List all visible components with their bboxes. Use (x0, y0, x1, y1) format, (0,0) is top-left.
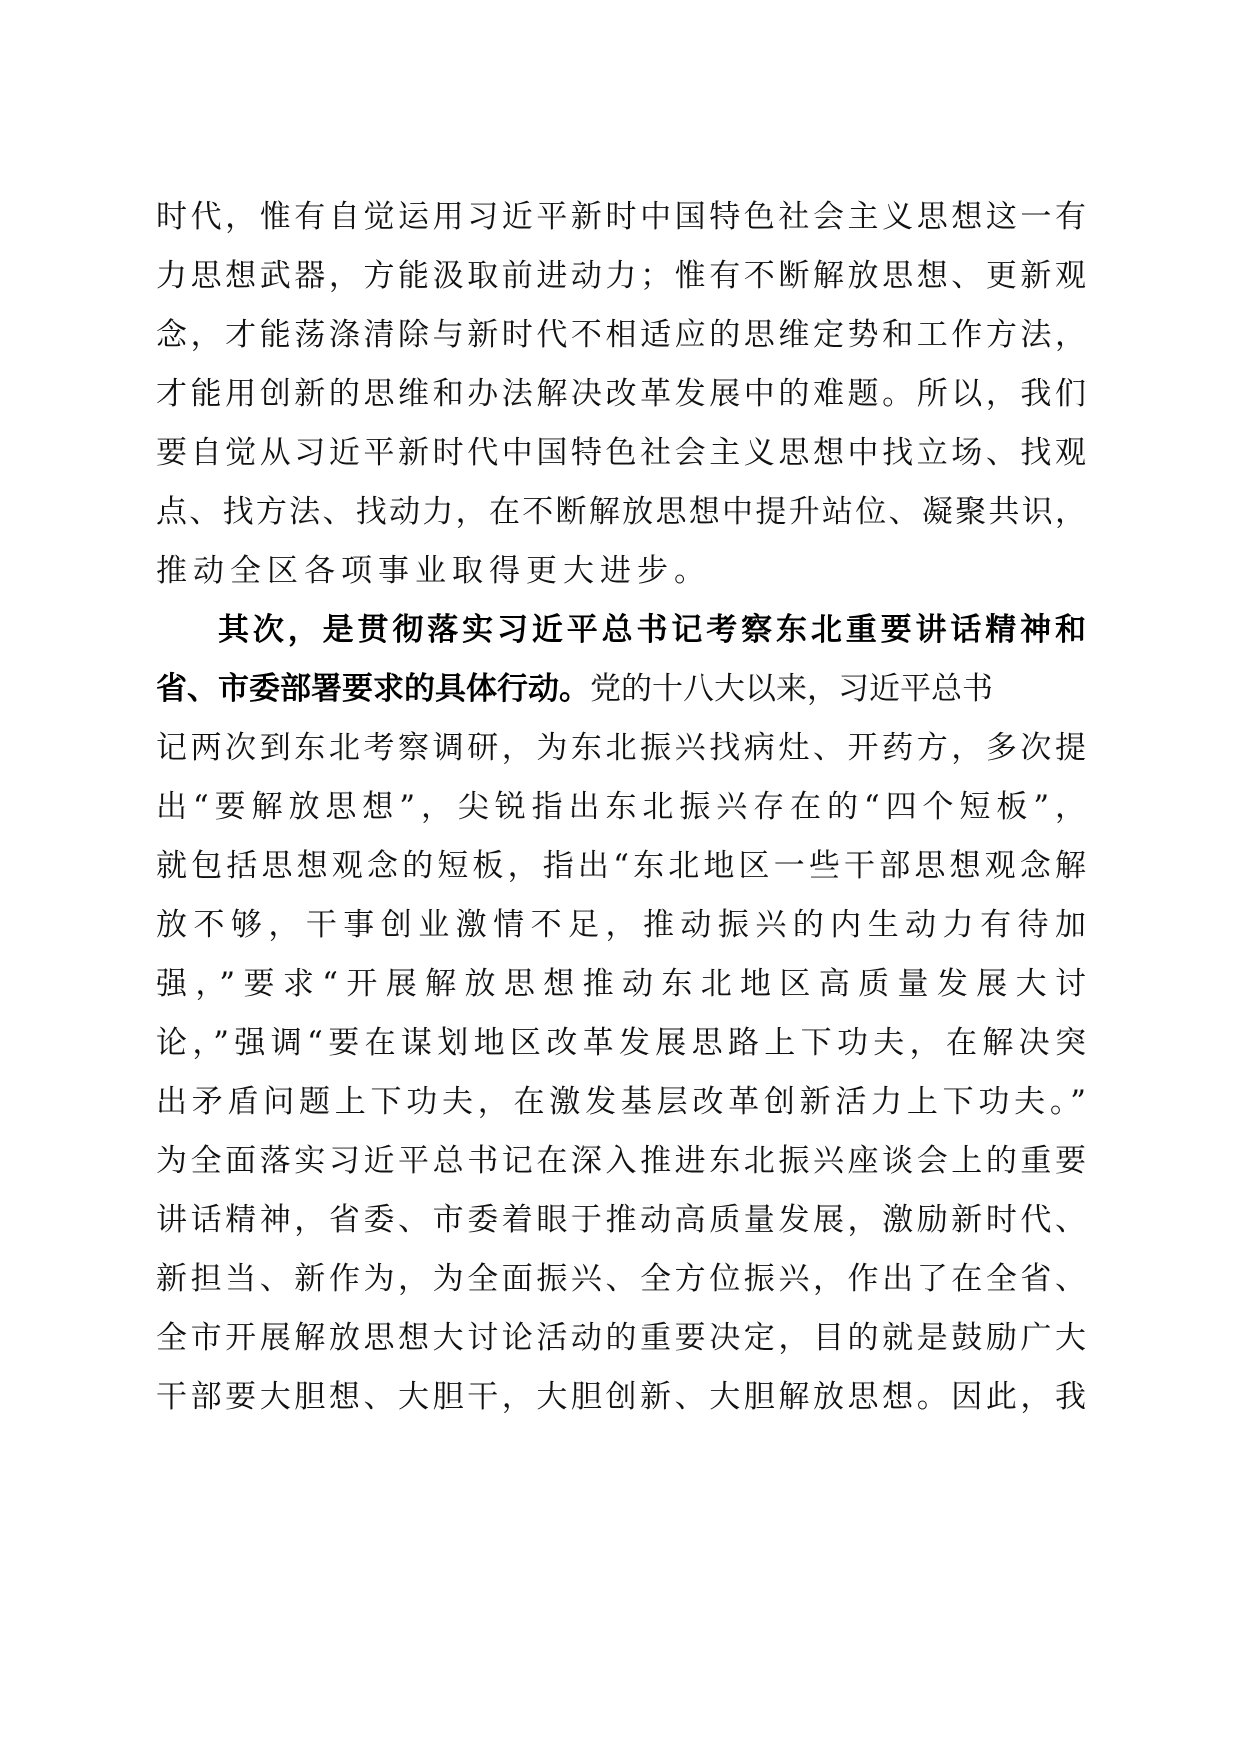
text-line: 为全面落实习近平总书记在深入推进东北振兴座谈会上的重要 (156, 1143, 1090, 1179)
text-line: 放不够，干事创业激情不足，推动振兴的内生动力有待加 (156, 907, 1093, 943)
text-line: 干部要大胆想、大胆干，大胆创新、大胆解放思想。因此，我 (156, 1379, 1090, 1415)
text-line: 时代，惟有自觉运用习近平新时中国特色社会主义思想这一有 (156, 199, 1090, 235)
text-line: 记两次到东北考察调研，为东北振兴找病灶、开药方，多次提 (156, 730, 1090, 766)
heading-line: 其次，是贯彻落实习近平总书记考察东北重要讲话精神和 (218, 612, 1090, 648)
text-line: 点、找方法、找动力，在不断解放思想中提升站位、凝聚共识， (156, 494, 1089, 530)
text-line: 推动全区各项事业取得更大进步。 (156, 553, 711, 589)
paragraph-2 (156, 601, 1095, 1427)
text-line: 全市开展解放思想大讨论活动的重要决定，目的就是鼓励广大 (156, 1320, 1090, 1356)
paragraph-1 (156, 188, 1090, 601)
text-line: 要自觉从习近平新时代中国特色社会主义思想中找立场、找观 (156, 435, 1090, 471)
text-line: 就包括思想观念的短板，指出“东北地区一些干部思想观念解 (156, 848, 1091, 884)
document-body (156, 188, 1095, 1427)
text-line: 出矛盾问题上下功夫，在激发基层改革创新活力上下功夫。” (156, 1084, 1091, 1120)
heading-text: 省、市委部署要求的具体行动。 (156, 671, 590, 707)
text-line: 强，”要求“开展解放思想推动东北地区高质量发展大讨 (156, 966, 1095, 1002)
text-line: 讲话精神，省委、市委着眼于推动高质量发展，激励新时代、 (156, 1202, 1090, 1238)
text-line: 念，才能荡涤清除与新时代不相适应的思维定势和工作方法， (156, 317, 1090, 353)
text-line: 出“要解放思想”，尖锐指出东北振兴存在的“四个短板”， (156, 789, 1092, 825)
text-line: 新担当、新作为，为全面振兴、全方位振兴，作出了在全省、 (156, 1261, 1090, 1297)
text-line: 省、市委部署要求的具体行动。党的十八大以来，习近平总书 (156, 660, 1086, 719)
text-line: 才能用创新的思维和办法解决改革发展中的难题。所以，我们 (156, 376, 1090, 412)
text-line: 论，”强调“要在谋划地区改革发展思路上下功夫，在解决突 (156, 1025, 1092, 1061)
text-line: 力思想武器，方能汲取前进动力；惟有不断解放思想、更新观 (156, 258, 1090, 294)
